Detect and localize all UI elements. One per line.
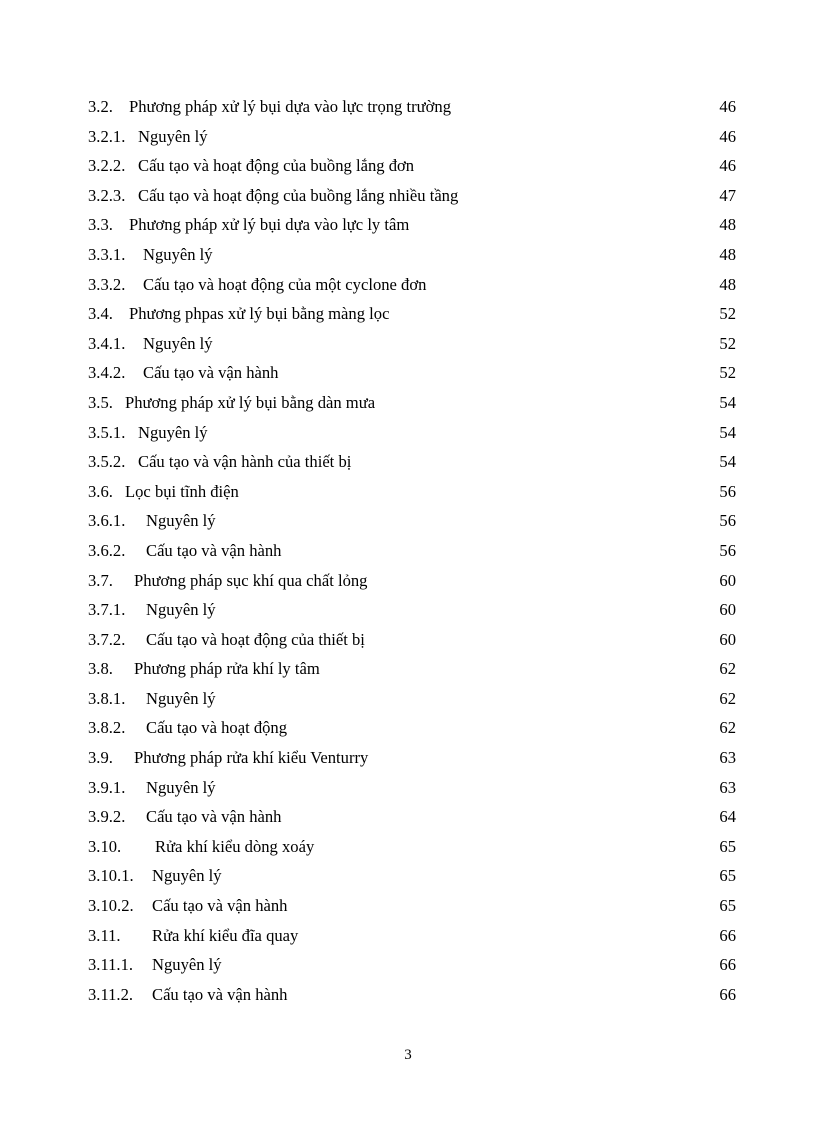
toc-entry-title: Phương pháp xử lý bụi dựa vào lực ly tâm [129, 215, 410, 235]
toc-entry-number: 3.9. [88, 748, 113, 768]
toc-entry [88, 270, 736, 300]
toc-entry-title: Cấu tạo và hoạt động của một cyclone đơn [143, 274, 427, 294]
toc-entry-title: Nguyên lý [138, 422, 208, 442]
toc-entry-page: 54 [719, 452, 736, 472]
toc-entry-number: 3.8.1. [88, 688, 126, 708]
toc-entry-title: Cấu tạo và vận hành của thiết bị [138, 452, 352, 472]
toc-entry-title: Phương phpas xử lý bụi bằng màng lọc [129, 304, 390, 324]
toc-entry [88, 536, 736, 566]
toc-entry-number: 3.7. [88, 570, 113, 590]
toc-entry [88, 950, 736, 980]
toc-entry-number: 3.7.2. [88, 629, 126, 649]
toc-entry-page: 48 [719, 274, 736, 294]
toc-entry-number: 3.6.1. [88, 511, 126, 531]
toc-entry-number: 3.10.1. [88, 866, 134, 886]
toc-entry-page: 47 [719, 185, 736, 205]
toc-entry [88, 210, 736, 240]
toc-entry-page: 60 [719, 570, 736, 590]
toc-entry [88, 447, 736, 477]
toc-entry [88, 921, 736, 951]
toc-entry-number: 3.6.2. [88, 540, 126, 560]
toc-entry-title: Cấu tạo và vận hành [152, 984, 288, 1004]
toc-entry-page: 62 [719, 659, 736, 679]
toc-entry-number: 3.11. [88, 925, 121, 945]
toc-entry-page: 46 [719, 126, 736, 146]
toc-entry-number: 3.8.2. [88, 718, 126, 738]
toc-entry [88, 980, 736, 1010]
toc-entry-title: Cấu tạo và hoạt động của thiết bị [146, 629, 365, 649]
toc-entry-title: Nguyên lý [138, 126, 208, 146]
toc-entry [88, 388, 736, 418]
toc-entry-page: 56 [719, 540, 736, 560]
toc-entry [88, 240, 736, 270]
toc-entry-title: Cấu tạo và hoạt động [146, 718, 288, 738]
toc-entry-number: 3.8. [88, 659, 113, 679]
toc-entry [88, 122, 736, 152]
toc-entry-title: Cấu tạo và vận hành [152, 896, 288, 916]
toc-entry-title: Rửa khí kiểu đĩa quay [152, 925, 299, 945]
toc-entry-number: 3.2. [88, 97, 113, 116]
page-number: 3 [404, 1047, 412, 1063]
toc-entry-title: Phương pháp sục khí qua chất lỏng [134, 570, 368, 590]
toc-entry-title: Nguyên lý [152, 866, 222, 886]
toc-entry [88, 802, 736, 832]
toc-entry-page: 65 [719, 866, 736, 886]
toc-entry-number: 3.4.2. [88, 363, 126, 383]
toc-entry [88, 418, 736, 448]
toc-entry-page: 62 [719, 718, 736, 738]
toc-entry [88, 299, 736, 329]
toc-entry-page: 63 [719, 748, 736, 768]
toc-entry [88, 684, 736, 714]
toc-entry [88, 329, 736, 359]
toc-entry-page: 66 [719, 925, 736, 945]
toc-entry-page: 46 [719, 97, 736, 116]
toc-entry [88, 832, 736, 862]
toc-entry-number: 3.4. [88, 304, 113, 324]
toc-entry-number: 3.3. [88, 215, 113, 235]
toc-entry-title: Phương pháp rửa khí ly tâm [134, 659, 320, 679]
toc-entry-page: 60 [719, 600, 736, 620]
toc-entry-number: 3.3.2. [88, 274, 126, 294]
toc-entry-number: 3.5.1. [88, 422, 126, 442]
toc-entry-number: 3.5. [88, 392, 113, 412]
toc-entry-number: 3.4.1. [88, 333, 126, 353]
toc-entry-title: Cấu tạo và vận hành [143, 363, 279, 383]
toc-entry-number: 3.2.1. [88, 126, 126, 146]
toc-entry [88, 713, 736, 743]
toc-entry-title: Phương pháp xử lý bụi dựa vào lực trọng trường [129, 97, 451, 116]
toc-entry-page: 64 [719, 807, 736, 827]
toc-entry-page: 56 [719, 481, 736, 501]
toc-entry-page: 65 [719, 836, 736, 856]
toc-entry-number: 3.6. [88, 481, 113, 501]
toc-entry-page: 48 [719, 244, 736, 264]
toc-entry-title: Nguyên lý [146, 688, 216, 708]
toc-entry [88, 358, 736, 388]
toc-entry-page: 52 [719, 333, 736, 353]
toc-entry-title: Cấu tạo và vận hành [146, 540, 282, 560]
toc-entry-title: Nguyên lý [146, 777, 216, 797]
toc-entry-number: 3.9.2. [88, 807, 126, 827]
table-of-contents [88, 92, 736, 1009]
toc-entry [88, 861, 736, 891]
toc-entry [88, 743, 736, 773]
toc-entry-page: 60 [719, 629, 736, 649]
toc-entry-page: 66 [719, 984, 736, 1004]
toc-entry [88, 566, 736, 596]
toc-entry [88, 625, 736, 655]
toc-entry-title: Lọc bụi tĩnh điện [125, 481, 239, 501]
toc-entry-number: 3.11.2. [88, 984, 134, 1004]
toc-entry-number: 3.2.3. [88, 185, 126, 205]
toc-entry [88, 506, 736, 536]
toc-entry-page: 46 [719, 156, 736, 176]
toc-entry-title: Nguyên lý [146, 511, 216, 531]
toc-entry [88, 595, 736, 625]
toc-entry-number: 3.10. [88, 836, 122, 856]
toc-entry-page: 54 [719, 422, 736, 442]
toc-entry-title: Nguyên lý [143, 244, 213, 264]
toc-entry [88, 477, 736, 507]
toc-entry-title: Nguyên lý [143, 333, 213, 353]
toc-entry-page: 56 [719, 511, 736, 531]
toc-entry-number: 3.9.1. [88, 777, 126, 797]
toc-entry-page: 54 [719, 392, 736, 412]
toc-entry-page: 62 [719, 688, 736, 708]
toc-entry-title: Rửa khí kiểu dòng xoáy [155, 836, 315, 856]
toc-entry-page: 52 [719, 304, 736, 324]
toc-entry-number: 3.10.2. [88, 896, 134, 916]
toc-entry-number: 3.2.2. [88, 156, 126, 176]
toc-entry [88, 151, 736, 181]
toc-entry [88, 891, 736, 921]
toc-entry-title: Nguyên lý [152, 955, 222, 975]
toc-entry-title: Phương pháp xử lý bụi bằng dàn mưa [125, 392, 376, 412]
toc-entry-page: 48 [719, 215, 736, 235]
toc-entry-page: 63 [719, 777, 736, 797]
toc-entry-title: Phương pháp rửa khí kiểu Venturry [134, 748, 369, 768]
toc-entry-title: Cấu tạo và hoạt động của buồng lắng nhiều tầng [138, 185, 459, 205]
toc-entry [88, 654, 736, 684]
toc-entry-number: 3.11.1. [88, 955, 134, 975]
toc-entry-title: Cấu tạo và hoạt động của buồng lắng đơn [138, 156, 415, 176]
toc-entry-page: 65 [719, 896, 736, 916]
toc-entry-page: 66 [719, 955, 736, 975]
toc-entry-title: Nguyên lý [146, 600, 216, 620]
toc-entry [88, 92, 736, 122]
toc-entry-number: 3.7.1. [88, 600, 126, 620]
toc-entry-page: 52 [719, 363, 736, 383]
toc-entry-title: Cấu tạo và vận hành [146, 807, 282, 827]
toc-entry [88, 773, 736, 803]
toc-entry [88, 181, 736, 211]
toc-entry-number: 3.5.2. [88, 452, 126, 472]
toc-entry-number: 3.3.1. [88, 244, 126, 264]
